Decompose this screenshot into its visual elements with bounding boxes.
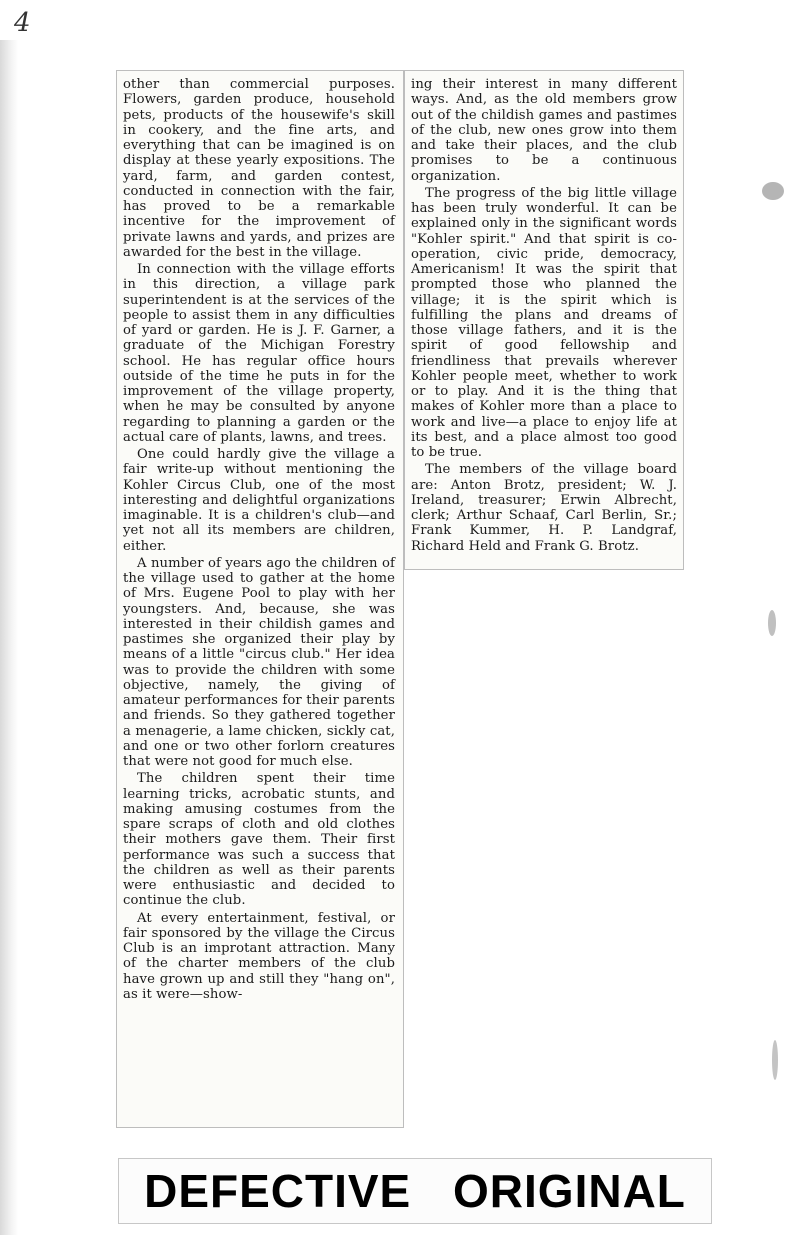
article-right-column bbox=[404, 70, 684, 570]
scan-speck bbox=[772, 1040, 778, 1080]
article-paragraph: The children spent their time learning tricks, acrobatic stunts, and making amusing costumes from the spare scraps of cloth and old clothes their mothers gave them. Their first performance was such a success that the children as well as their parents were enthusiastic and decided to continue the club. bbox=[123, 771, 395, 909]
article-paragraph: In connection with the village efforts in this direction, a village park superintendent is at the services of the people to assist them in any difficulties of yard or garden. He is J. F. Garner, a graduate of the Michigan Forestry school. He has regular office hours outside of the time he puts in for the improvement of the village property, when he may be consulted by anyone regarding to planning a garden or the actual care of plants, lawns, and trees. bbox=[123, 262, 395, 445]
article-paragraph: One could hardly give the village a fair write-up without mentioning the Kohler Circus Club, one of the most interesting and delightful organizations imaginable. It is a children's club—and yet not all its members are children, either. bbox=[123, 447, 395, 554]
article-paragraph: The members of the village board are: Anton Brotz, president; W. J. Ireland, treasurer; Erwin Albrecht, clerk; Arthur Schaaf, Carl Berlin, Sr.; Frank Kummer, H. P. Landgraf, Richard Held and Frank G. Brotz. bbox=[411, 462, 677, 554]
article-paragraph: The progress of the big little village has been truly wonderful. It can be explained only in the significant words "Kohler spirit." And that spirit is co-operation, civic pride, democracy, Americanism! It was the spirit that prompted those who planned the village; it is the spirit which is fulfilling the plans and dreams of those village fathers, and it is the spirit of good fellowship and friendliness that prevails wherever Kohler people meet, whether to work or to play. And it is the thing that makes of Kohler more than a place to work and live—a place to enjoy life at its best, and a place almost too good to be true. bbox=[411, 185, 677, 460]
article-paragraph: other than commercial purposes. Flowers, garden produce, household pets, products of the housewife's skill in cookery, and the fine arts, and everything that can be imagined is on display at these yearly expositions. The yard, farm, and garden contest, conducted in connection with the fair, has proved to be a remarkable incentive for the improvement of private lawns and yards, and prizes are awarded for the best in the village. bbox=[123, 77, 395, 260]
scan-edge-shadow bbox=[0, 40, 18, 1235]
scan-speck bbox=[768, 610, 776, 636]
article-paragraph: A number of years ago the children of the village used to gather at the home of Mrs. Eugene Pool to play with her youngsters. And, because, she was interested in their childish games and pastimes she organized their play by means of a little "circus club." Her idea was to provide the children with some objective, namely, the giving of amateur performances for their parents and friends. So they gathered together a menagerie, a lame chicken, sickly cat, and one or two other forlorn creatures that were not good for much else. bbox=[123, 555, 395, 769]
article-paragraph: At every entertainment, festival, or fair sponsored by the village the Circus Club is an improtant attraction. Many of the charter members of the club have grown up and still they "hang on", as it were—show- bbox=[123, 910, 395, 1002]
stamp-text: DEFECTIVE ORIGINAL bbox=[144, 1165, 686, 1217]
article-paragraph: ing their interest in many different ways. And, as the old members grow out of the childish games and pastimes of the club, new ones grow into them and take their places, and the club promises to be a continuous organization. bbox=[411, 77, 677, 184]
defective-original-stamp bbox=[118, 1158, 712, 1224]
page-number: 4 bbox=[14, 8, 31, 38]
article-left-column bbox=[116, 70, 404, 1128]
scan-speck bbox=[762, 182, 784, 200]
